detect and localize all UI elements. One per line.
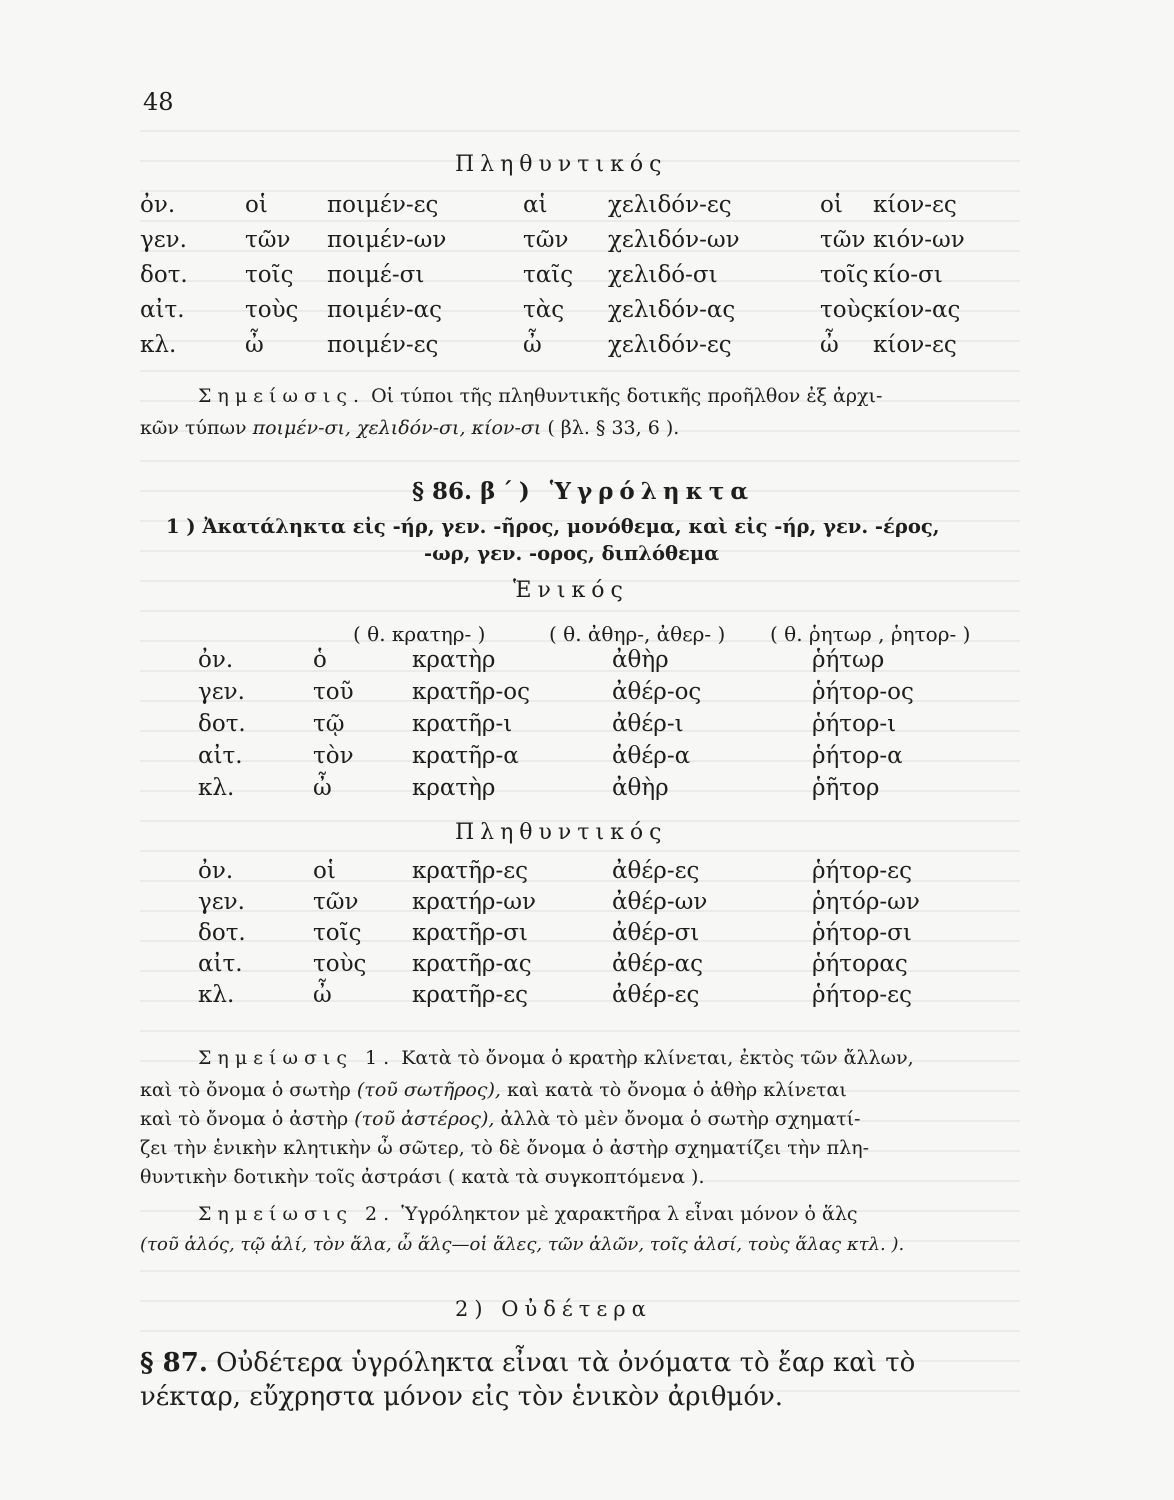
table-cell: ἀθέρ-ι xyxy=(612,711,684,737)
note-2-text-3a: καὶ τὸ ὄνομα ὁ ἀστὴρ xyxy=(140,1108,349,1130)
note-2-text-2a: καὶ τὸ ὄνομα ὁ σωτὴρ xyxy=(140,1079,351,1101)
table-row xyxy=(0,920,1174,954)
table-cell: τοῖς xyxy=(245,262,294,288)
table-cell: κρατῆρ-ες xyxy=(412,982,529,1008)
table-row xyxy=(0,297,1174,331)
table-cell: ἀθὴρ xyxy=(612,647,669,673)
stem-3: ( θ. ῥητωρ , ῥητορ- ) xyxy=(770,622,971,646)
table-cell: ἀθέρ-ες xyxy=(612,858,700,884)
table-cell: κίον-ες xyxy=(873,332,957,358)
table-row xyxy=(0,711,1174,745)
table-cell: ῥήτορ-α xyxy=(812,743,903,769)
table-cell: οἱ xyxy=(313,858,336,884)
table-cell: δοτ. xyxy=(198,711,246,737)
table-cell: ἀθέρ-α xyxy=(612,743,691,769)
note-1-forms: ποιμέν-σι, χελιδόν-σι, κίον-σι xyxy=(252,417,542,439)
note-2-line-1 xyxy=(198,1047,914,1069)
note-1-line-1 xyxy=(198,385,882,407)
section-87-line-1 xyxy=(140,1348,915,1378)
table-cell: τοὺς xyxy=(313,951,367,977)
table-cell: κιόν-ων xyxy=(873,227,965,253)
section-87-line-2: νέκταρ, εὔχρηστα μόνον εἰς τὸν ἑνικὸν ἀριθμόν. xyxy=(140,1382,784,1412)
table-row xyxy=(0,775,1174,809)
table-cell: γεν. xyxy=(198,889,245,915)
table-cell: αἰτ. xyxy=(140,297,185,323)
table-cell: κρατῆρ-ι xyxy=(412,711,513,737)
section-87-number: § 87. xyxy=(140,1348,208,1378)
note-3-label: Σημείωσις 2. xyxy=(198,1203,396,1225)
table-cell: τοῦ xyxy=(313,679,354,705)
table-cell: κίο-σι xyxy=(873,262,943,288)
table-cell: τῶν xyxy=(820,227,866,253)
table-cell: ἀθὴρ xyxy=(612,775,669,801)
table-cell: κλ. xyxy=(198,775,235,801)
table-cell: ποιμέν-ας xyxy=(327,297,443,323)
table-cell: τοὺς xyxy=(245,297,299,323)
table-cell: οἱ xyxy=(245,192,268,218)
table-cell: ῥήτορ-ες xyxy=(812,858,912,884)
subheading-1-line-2: -ωρ, γεν. -ορος, διπλόθεμα xyxy=(424,542,720,565)
table-cell: ταῖς xyxy=(523,262,574,288)
table-cell: τῶν xyxy=(523,227,569,253)
table-cell: κλ. xyxy=(198,982,235,1008)
table-row xyxy=(0,679,1174,713)
table-row xyxy=(0,743,1174,777)
table-cell: ῥήτωρ xyxy=(812,647,885,673)
note-1-line-2 xyxy=(140,417,679,439)
note-2-text-1: Κατὰ τὸ ὄνομα ὁ κρατὴρ κλίνεται, ἐκτὸς τῶν ἄλλων, xyxy=(401,1047,914,1069)
table-cell: τῷ xyxy=(313,711,345,737)
table-cell: ποιμέ-σι xyxy=(327,262,425,288)
table-row xyxy=(0,262,1174,296)
table-cell: αἱ xyxy=(523,192,548,218)
table-cell: κρατήρ-ων xyxy=(412,889,536,915)
section-86-heading xyxy=(412,478,754,505)
table-cell: ποιμέν-ες xyxy=(327,192,439,218)
table-cell: αἰτ. xyxy=(198,743,243,769)
table-row xyxy=(0,982,1174,1016)
note-2-label: Σημείωσις 1. xyxy=(198,1047,396,1069)
table-cell: κίον-ες xyxy=(873,192,957,218)
note-2-text-2c: καὶ κατὰ τὸ ὄνομα ὁ ἀθὴρ κλίνεται xyxy=(506,1079,847,1101)
table-cell: δοτ. xyxy=(140,262,188,288)
neuter-heading: 2) Οὐδέτερα xyxy=(455,1297,652,1321)
table-cell: χελιδόν-ες xyxy=(608,192,732,218)
table-row xyxy=(0,332,1174,366)
table-cell: χελιδό-σι xyxy=(608,262,718,288)
table-cell: γεν. xyxy=(140,227,187,253)
section-86-title: β΄) Ὑγρόληκτα xyxy=(480,478,755,505)
subheading-1-line-1: 1 ) Ἀκατάληκτα εἰς -ήρ, γεν. -ῆρος, μονόθεμα, καὶ εἰς -ήρ, γεν. -έρος, xyxy=(166,515,940,538)
table-cell: κρατὴρ xyxy=(412,775,496,801)
table-cell: χελιδόν-ων xyxy=(608,227,740,253)
table-cell: κίον-ας xyxy=(873,297,961,323)
stem-1: ( θ. κρατηρ- ) xyxy=(353,622,486,646)
table-row xyxy=(0,951,1174,985)
section-86-number: § 86. xyxy=(412,478,473,505)
note-2-text-3b: (τοῦ ἀστέρος), xyxy=(354,1108,495,1130)
table-cell: ὦ xyxy=(313,775,332,801)
table-cell: ἀθέρ-ων xyxy=(612,889,708,915)
table-cell: ποιμέν-ων xyxy=(327,227,447,253)
table-cell: ἀθέρ-ος xyxy=(612,679,702,705)
table-cell: ἀθέρ-ες xyxy=(612,982,700,1008)
table-cell: ὦ xyxy=(523,332,542,358)
table-cell: τοὺς xyxy=(820,297,874,323)
table-cell: χελιδόν-ας xyxy=(608,297,736,323)
table-cell: ῥήτορ-ος xyxy=(812,679,914,705)
table-cell: ὁ xyxy=(313,647,327,673)
note-2-line-2 xyxy=(140,1079,847,1101)
table-cell: κρατῆρ-ος xyxy=(412,679,530,705)
table-cell: τῶν xyxy=(245,227,291,253)
table-cell: κρατῆρ-α xyxy=(412,743,519,769)
table-cell: ὀν. xyxy=(198,647,234,673)
stem-2: ( θ. ἀθηρ-, ἀθερ- ) xyxy=(549,622,726,646)
table-cell: τὰς xyxy=(523,297,565,323)
table-cell: ῥήτορ-σι xyxy=(812,920,912,946)
table-cell: ἀθέρ-ας xyxy=(612,951,704,977)
plural-heading-2: Πληθυντικός xyxy=(455,820,668,845)
table-cell: δοτ. xyxy=(198,920,246,946)
note-2-text-2b: (τοῦ σωτῆρος), xyxy=(356,1079,501,1101)
singular-heading: Ἑνικός xyxy=(513,578,629,603)
plural-heading-1: Πληθυντικός xyxy=(455,152,668,177)
section-87-text-1: Οὐδέτερα ὑγρόληκτα εἶναι τὰ ὀνόματα τὸ ἔαρ καὶ τὸ xyxy=(216,1348,916,1378)
table-row xyxy=(0,227,1174,261)
note-1-label: Σημείωσις. xyxy=(198,385,366,407)
table-cell: ῥῆτορ xyxy=(812,775,880,801)
table-cell: ῥήτορ-ι xyxy=(812,711,897,737)
table-cell: ὦ xyxy=(820,332,839,358)
note-2-line-5: θυντικὴν δοτικὴν τοῖς ἀστράσι ( κατὰ τὰ συγκοπτόμενα ). xyxy=(140,1166,705,1188)
note-2-line-3 xyxy=(140,1108,860,1130)
table-cell: κρατῆρ-ας xyxy=(412,951,532,977)
table-cell: ῥήτορας xyxy=(812,951,908,977)
table-cell: κρατὴρ xyxy=(412,647,496,673)
note-1-text-a: κῶν τύπων xyxy=(140,417,247,439)
table-cell: αἰτ. xyxy=(198,951,243,977)
table-cell: κλ. xyxy=(140,332,177,358)
table-row xyxy=(0,889,1174,923)
table-cell: ποιμέν-ες xyxy=(327,332,439,358)
table-cell: ὀν. xyxy=(140,192,176,218)
note-1-text: Οἱ τύποι τῆς πληθυντικῆς δοτικῆς προῆλθον ἐξ ἀρχι- xyxy=(371,385,883,407)
table-cell: κρατῆρ-ες xyxy=(412,858,529,884)
table-cell: ὦ xyxy=(245,332,264,358)
note-1-ref: ( βλ. § 33, 6 ). xyxy=(547,417,680,439)
note-2-text-3c: ἀλλὰ τὸ μὲν ὄνομα ὁ σωτὴρ σχηματί- xyxy=(500,1108,861,1130)
table-cell: ὦ xyxy=(313,982,332,1008)
table-cell: τῶν xyxy=(313,889,359,915)
table-row xyxy=(0,858,1174,892)
table-row xyxy=(0,192,1174,226)
table-cell: ῥητόρ-ων xyxy=(812,889,920,915)
table-cell: ὀν. xyxy=(198,858,234,884)
table-cell: ῥήτορ-ες xyxy=(812,982,912,1008)
table-cell: τὸν xyxy=(313,743,354,769)
page-number: 48 xyxy=(143,88,174,116)
table-cell: γεν. xyxy=(198,679,245,705)
table-row xyxy=(0,647,1174,681)
note-3-line-1 xyxy=(198,1203,858,1225)
table-cell: ἀθέρ-σι xyxy=(612,920,700,946)
table-cell: τοῖς xyxy=(313,920,362,946)
note-3-line-2: (τοῦ ἁλός, τῷ ἁλί, τὸν ἅλα, ὦ ἅλς—οἱ ἅλες, τῶν ἁλῶν, τοῖς ἁλσί, τοὺς ἅλας κτλ. ). xyxy=(140,1234,905,1255)
note-3-text-1: Ὑγρόληκτον μὲ χαρακτῆρα λ εἶναι μόνον ὁ ἅλς xyxy=(401,1203,858,1225)
table-cell: τοῖς xyxy=(820,262,869,288)
table-cell: οἱ xyxy=(820,192,843,218)
note-2-line-4: ζει τὴν ἑνικὴν κλητικὴν ὦ σῶτερ, τὸ δὲ ὄνομα ὁ ἀστὴρ σχηματίζει τὴν πλη- xyxy=(140,1137,870,1159)
table-cell: κρατῆρ-σι xyxy=(412,920,528,946)
table-cell: χελιδόν-ες xyxy=(608,332,732,358)
